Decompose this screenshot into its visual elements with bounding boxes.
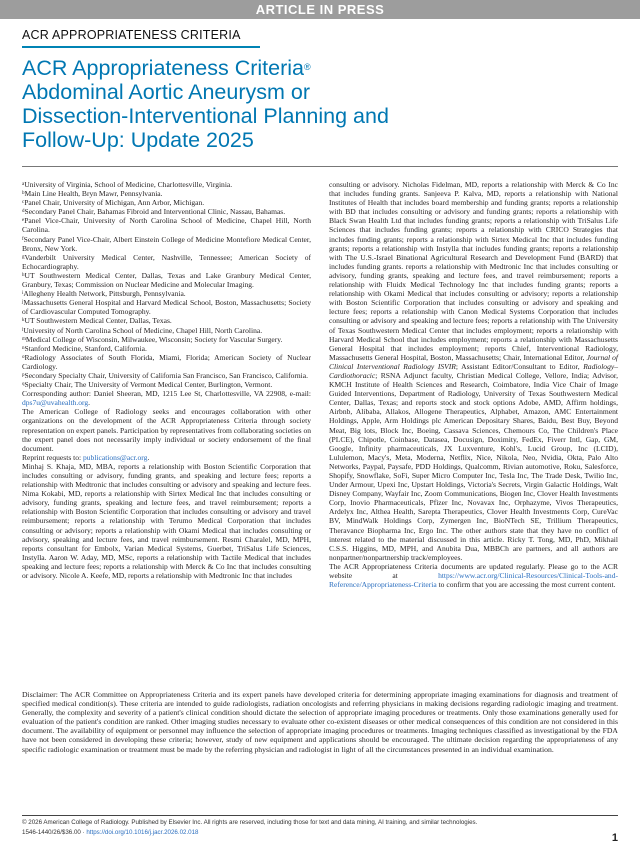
disclosures-right [329,180,618,562]
issn: 1546-1440/26/$36.00 [22,828,81,836]
affiliation-item [22,353,311,371]
correspondence-email-link[interactable]: dps7u@uvahealth.org [22,398,89,408]
correspondence-end: . [88,398,91,408]
affiliation-text: Panel Chair, University of Michigan, Ann Arbor, Michigan. [24,198,205,208]
correspondence-text: Corresponding author: Daniel Sheeran, MD, 1215 Lee St, Charlottesville, VA 22908, e-mail: [22,389,311,399]
affiliation-text: UT Southwestern Medical Center, Dallas, Texas. [24,316,172,326]
affiliation-text: Allegheny Health Network, Pittsburgh, Pennsylvania. [23,289,186,299]
title-line-1: ACR Appropriateness Criteria [22,56,305,80]
disclaimer: Disclaimer: The ACR Committee on Appropriateness Criteria and its expert panels have developed criteria for determining appropriate imaging examinations for diagnosis and treatment of specified medical condition(s). These criteria are intended to guide radiologists, radiation oncologists and referring physicians in making decisions regarding radiologic imaging and treatment. Generally, the complexity and severity of a patient's clinical condition should dictate the selection of appropriate imaging procedures or treatments. Only those examinations generally used for evaluation of the patient's condition are ranked. Other imaging studies necessary to evaluate other co-existent diseases or other medical consequences of this condition are not considered in this document. The availability of equipment or personnel may influence the selection of appropriate imaging procedures or treatments. Imaging techniques classified as investigational by the FDA have not been considered in developing these criteria; however, study of new equipment and applications should be encouraged. The ultimate decision regarding the appropriateness of any specific radiologic examination or treatment must be made by the referring physician and radiologist in light of all the circumstances presented in an individual examination. [22,690,618,754]
article-title [22,56,582,152]
doi-link[interactable]: https://doi.org/10.1016/j.jacr.2026.02.018 [86,828,199,836]
affiliation-item [22,326,311,335]
title-line-3: Dissection-Interventional Planning and [22,104,389,128]
affiliation-item [22,189,311,198]
affiliation-mark: b [22,191,25,197]
disclosures-left: Minhaj S. Khaja, MD, MBA, reports a relationship with Boston Scientific Corporation that includes consulting or advisory, funding grants, and speaking and lecture fees; reports a relationship with Medtronic that includes consulting or advisory and speaking and lecture fees. Nima Kokabi, MD, reports a relationship with Sirtex Medical Inc that includes consulting or advisory, funding grants, speaking and lecture fees, and travel reimbursement; reports a relationship with Boston Scientific Corporation that includes consulting or advisory and travel reimbursement; reports a relationship with Terumo Medical Corporation that includes consulting or advisory; reports a relationship with Okami Medical that includes consulting or advisory, speaking and lecture fees, and travel reimbursement. Resmi Charalel, MD, MPH, reports consultant for Embolx, Varian Medical Systems, Guerbet, TriSalus Life Sciences, Instylla. Aaron W. Aday, MD, MSc, reports a relationship with Tactile Medical that includes speaking and lecture fees; reports a relationship with Merck & Co Inc that includes consulting or advisory. Nicole A. Keefe, MD, reports a relationship with Medtronic Inc that includes [22,461,311,581]
affiliation-item [22,235,311,253]
affiliations-list [22,180,311,389]
update-notice [329,562,618,589]
affiliation-mark: i [22,291,24,297]
affiliation-item [22,180,311,189]
footer [22,818,618,837]
disclosures-right-part-2: ; Assistant Editor/Consultant to Editor, [455,361,584,371]
update-text: The ACR Appropriateness Criteria documents are updated regularly. Please go to the ACR website at [329,561,618,581]
affiliation-mark: g [22,254,25,260]
reprint-requests [22,453,311,462]
registered-mark: ® [304,62,311,72]
copyright: © 2026 American College of Radiology. Published by Elsevier Inc. All rights are reserved, including those for text and data mining, AI training, and similar technologies. [22,819,478,826]
affiliation-mark: m [22,336,26,342]
affiliation-text: Medical College of Wisconsin, Milwaukee, Wisconsin; Society for Vascular Surgery. [25,334,283,344]
affiliation-text: UT Southwestern Medical Center, Dallas, Texas and Lake Granbury Medical Center, Granbury, Texas; Commission on Nuclear Medicine and Molecular Imaging. [22,270,311,290]
affiliation-mark: o [22,354,25,360]
affiliation-mark: l [22,327,24,333]
affiliation-text: Main Line Health, Bryn Mawr, Pennsylvania. [24,189,163,199]
affiliation-mark: e [22,218,25,224]
affiliation-text: Vanderbilt University Medical Center, Nashville, Tennessee; American Society of Echocardiography. [22,252,311,271]
affiliation-text: Panel Vice-Chair, University of North Carolina School of Medicine, Chapel Hill, North Carolina. [22,216,311,235]
affiliation-item [22,198,311,207]
article-in-press-banner: ARTICLE IN PRESS [0,0,640,19]
journal-name-1: Journal of Clinical Interventional Radiology ISVIR [329,352,618,371]
affiliation-item [22,216,311,234]
affiliation-text: Radiology Associates of South Florida, Miami, Florida; American Society of Nuclear Cardiology. [22,352,311,371]
section-divider [22,46,260,48]
affiliation-item [22,371,311,380]
issn-doi-line: 1546-1440/26/$36.00 · https://doi.org/10.1016/j.jacr.2026.02.018 [22,828,199,836]
title-divider [22,166,618,167]
affiliation-text: Stanford Medicine, Stanford, California. [24,343,147,353]
reprint-text: Reprint requests to: [22,452,83,462]
affiliation-text: Secondary Panel Chair, Bahamas Fibroid and Interventional Clinic, Nassau, Bahamas. [24,207,286,217]
affiliation-mark: q [22,382,25,388]
disclosures-right-part-1: consulting or advisory. Nicholas Fidelman, MD, reports a relationship with Merck & Co Inc that includes funding grants. Sanjeeva P. Kalva, MD, reports a relationship with National Institutes of Health that includes board membership and funding grants; reports a relationship with BD that includes consulting or advisory and funding grants; reports a relationship with Black Swan Health Ltd that includes funding grants; reports a relationship with TriSalus Life Sciences that includes funding grants; reports a relationship with CRICO Strategies that includes funding grants; reports a relationship with Sirtex Medical Inc that includes funding grants; reports a relationship with Instylla that includes funding grants; reports a relationship with The U.S.-Israel Binational Agricultural Research and Development Fund (BARD) that includes funding grants. reports a relationship with Medtronic Inc that includes consulting or advisory, funding grants, speaking and lecture fees, and travel reimbursement; reports a relationship with Fluidx Medical Technology Inc that includes funding grants; reports a relationship with Okami Medical that includes consulting or advisory; reports a relationship with Boston Scientific Corporation that includes consulting or advisory and speaking and lecture fees; reports a relationship with Canon Medical Systems Corporation that includes consulting or advisory and speaking and lecture fees; reports a relationship with The University of Texas Southwestern Medical Center that includes employment; reports a relationship with Harvard Medical School that includes employment; reports a relationship with Massachusetts General Hospital that includes employment; reports Chief, Interventional Radiology, Massachusetts General Hospital, Boston, Massachusetts; Chair, International Editor, [329,180,618,362]
affiliation-item [22,271,311,289]
affiliation-item [22,253,311,271]
affiliation-mark: k [22,318,25,324]
title-line-2: Abdominal Aortic Aneurysm or [22,80,310,104]
section-label: ACR APPROPRIATENESS CRITERIA [22,28,241,42]
affiliation-mark: p [22,372,25,378]
update-end: to confirm that you are accessing the most current content. [436,580,616,590]
title-line-4: Follow-Up: Update 2025 [22,128,254,152]
page-number: 1 [611,832,618,844]
right-column [329,180,618,589]
affiliation-mark: j [22,300,24,306]
affiliation-mark: n [22,345,25,351]
affiliation-text: Massachusetts General Hospital and Harvard Medical School, Boston, Massachusetts; Society of Cardiovascular Computed Tomography. [22,298,311,317]
affiliation-item [22,316,311,325]
reprint-end: . [147,452,150,462]
reprint-email-link[interactable]: publications@acr.org [83,452,148,462]
affiliation-item [22,289,311,298]
footer-divider [22,815,618,816]
affiliation-text: University of North Carolina School of Medicine, Chapel Hill, North Carolina. [23,325,263,335]
affiliation-mark: c [22,200,25,206]
correspondence [22,389,311,407]
affiliation-mark: d [22,209,25,215]
affiliation-item [22,344,311,353]
acr-website-link[interactable]: https://www.acr.org/Clinical-Resources/Clinical-Tools-and-Reference/Appropriateness-Criteria [329,571,618,590]
affiliation-item [22,207,311,216]
acr-collaboration-statement: The American College of Radiology seeks and encourages collaboration with other organizations on the development of the ACR Appropriateness Criteria through society representation on expert panels. Participation by representatives from collaborating societies on the expert panel does not necessarily imply individual or society endorsement of the final document. [22,407,311,453]
affiliation-text: Specialty Chair, The University of Vermont Medical Center, Burlington, Vermont. [24,380,273,390]
affiliation-item [22,335,311,344]
affiliation-mark: f [22,236,24,242]
affiliation-text: Secondary Specialty Chair, University of California San Francisco, San Francisco, California. [24,370,308,380]
affiliation-item [22,298,311,316]
disclosures-right-part-3: ; RSNA Adjunct faculty, Christian Medical College, Vellore, India; Advisor, KMCH Institute of Health Sciences and Research, Coimbatore, India Vice Chair of Image Guided Interventions, Department of Radiology, University of Texas Southwestern Medical Center, Dallas, Texas; and reports stock and stock options Adobe, AMD, Affirm holdings, Airbnb, Alibaba, Allakos, Allogene Therapeutics, Alphabet, Amazon, AMC Entertainment Holdings, Apple, Arm Holdings plc American Depositary Shares, Baidu, Best Buy, Beyond Meat, Big lots, Block Inc, Boeing, Cassava Sciences, Chemours Co, The Children's Place (PLCE), Chipotle, Coinbase, Datasea, Docusign, Doximity, FedEx, Fiverr Intl, Gap, GM, Google, Infinity pharmaceuticals, JX Luxventure, Kohl's, Lucid Group, Inc (LCID), Lululemon, Macy's, Meta, Moderna, Netflix, Nice, Nikola, Neo, Nvidia, Okta, Palo Alto Networks, Paypal, Paysafe, PDD Holdings, Qualcomm, Rivian automotive, Roku, Salesforce, Shopify, Snowflake, SoFi, Super Micro Computer Inc, Tesla Inc, The Trade Desk, Twilio Inc, Under Armour, Upexi Inc, Upstart Holdings, Victoria's Secrets, Virgin Galactic Holdings, Walt Disney Company, Wayfair Inc, Zoom Communications, Biogen Inc, Clover Health Investments Corp, Inovio Pharmaceuticals, Pfizer Inc, Novavax Inc, Orphazyme, Vivos Therapeutics, Ardelyx Inc, Althea Health, Sarepta Therapeutics, Clover Health Investments Corp, CureVac BV, MindWalk Holdings Corp, Zymergen Inc, BioNTech SE, Trillium Therapeutics, Theravance Biopharma Inc, Ergo Inc. The other authors state that they have no conflict of interest related to the material discussed in this article. Ricky T. Tong, MD, PhD, Mikhail C.S.S. Higgins, MD, MPH, and Anubita Dua, MBBCh are partners, and all authors are nonpartner/nonpartnership track/employees. [329,370,618,562]
affiliation-text: Secondary Panel Vice-Chair, Albert Einstein College of Medicine Montefiore Medical Center, Bronx, New York. [22,234,311,253]
journal-name-2: Radiology–Cardiothoracic [329,361,618,380]
affiliation-item [22,380,311,389]
affiliation-mark: a [22,182,25,187]
affiliation-text: University of Virginia, School of Medicine, Charlottesville, Virginia. [24,180,233,189]
affiliation-mark: h [22,272,25,278]
left-column [22,180,311,580]
